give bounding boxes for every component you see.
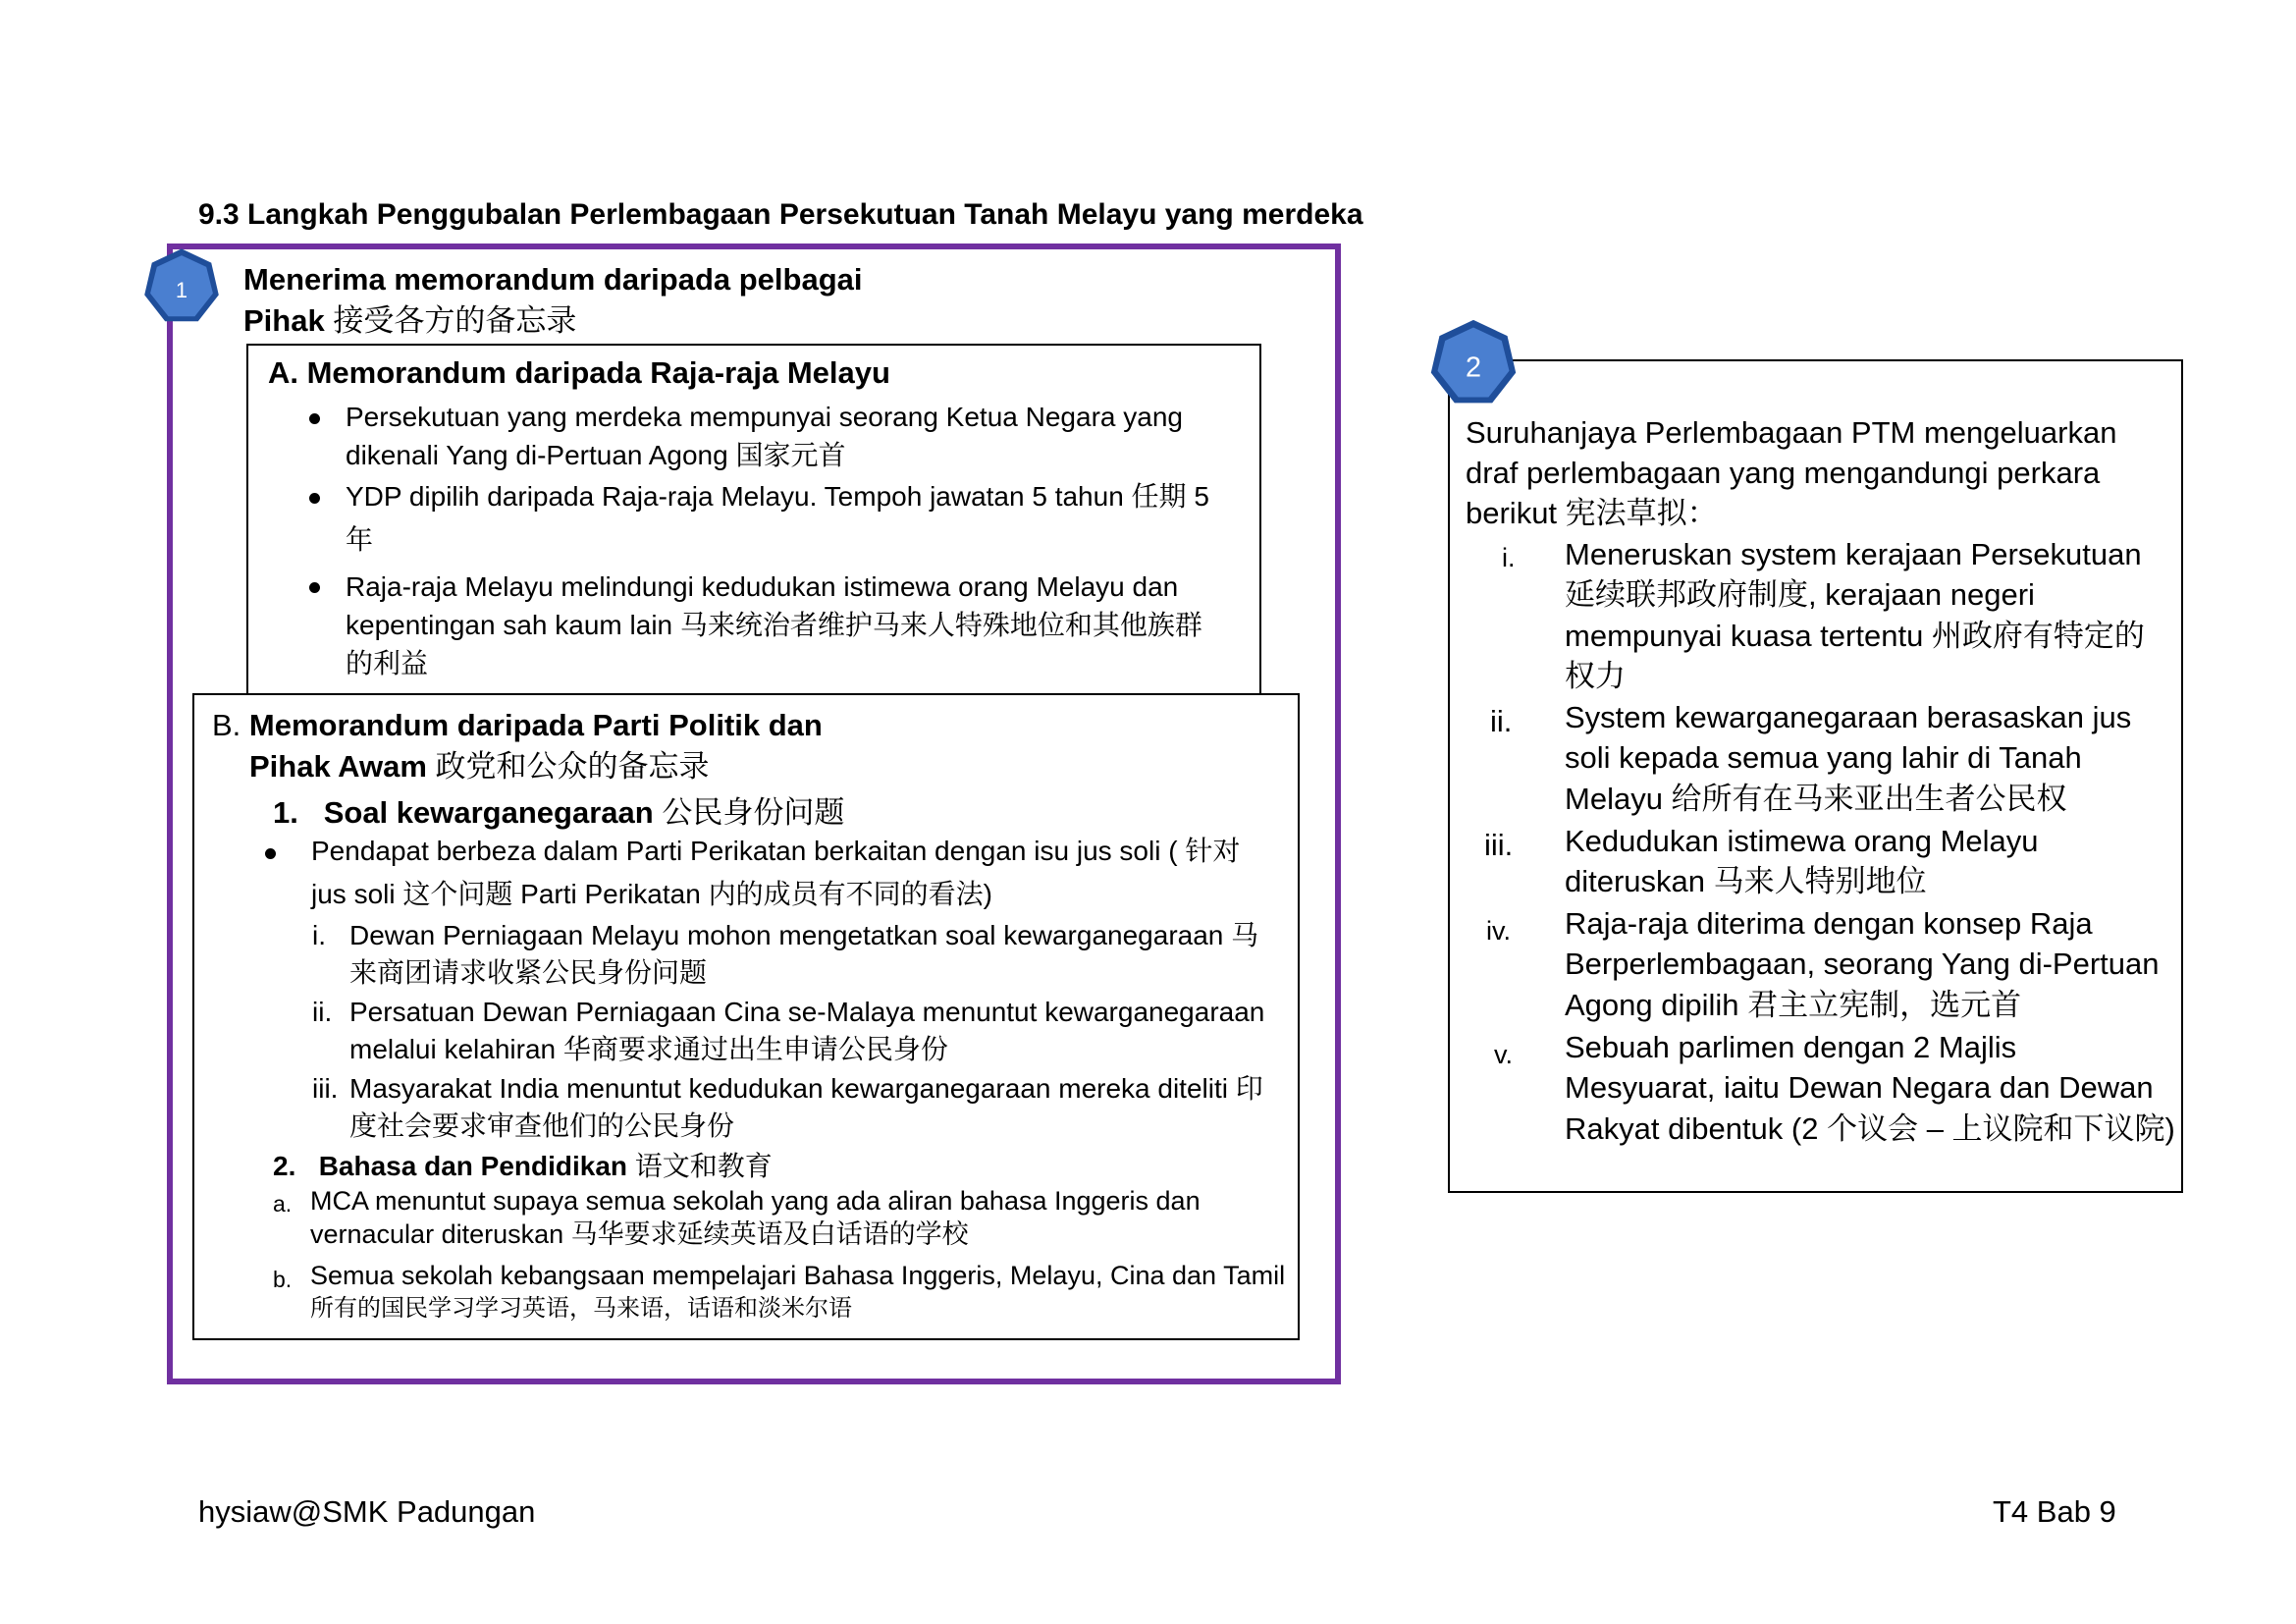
heptagon-badge-icon [1426,316,1521,410]
item1-bold: Soal kewarganegaraan [323,795,654,830]
roman-num: ii. [312,997,333,1027]
bullet-dot [265,848,276,859]
roman-3-line1: Masyarakat India menuntut kedudukan kewarganegaraan mereka diteliti 印 [349,1073,1263,1104]
step1-heading-line1: Menerima memorandum daripada pelbagai [243,262,863,297]
section-b-prefix: B. [212,708,249,742]
bullet-3-line2: kepentingan sah kaum lain 马来统治者维护马来人特殊地位和其他族群 [346,610,1202,640]
bullet-1-line2: dikenali Yang di-Pertuan Agong 国家元首 [346,440,846,470]
step2-item-3-line: diteruskan 马来人特别地位 [1565,864,1927,898]
item1-cn: 公民身份问题 [653,795,845,830]
bullet-dot [309,413,320,424]
letter-num: b. [273,1267,293,1292]
bullet-dot [309,582,320,593]
step2-intro-line: draf perlembagaan yang mengandungi perkara [1466,456,2101,490]
step2-intro-line: berikut 宪法草拟： [1466,496,1718,530]
roman-num: iii. [312,1073,339,1104]
step2-item-5-line: Mesyuarat, iaitu Dewan Negara dan Dewan [1565,1070,2154,1105]
step2-badge [1426,316,1521,410]
heptagon-badge-icon [140,245,223,328]
bullet-3-line3: 的利益 [346,648,429,678]
step2-item-5-line: Rakyat dibentuk (2 个议会 – 上议院和下议院) [1565,1111,2175,1146]
step2-item-num: iv. [1486,916,1511,946]
step2-item-3-line: Kedudukan istimewa orang Melayu [1565,824,2039,858]
step2-intro [1466,412,2116,533]
item2-number: 2. [273,1151,296,1181]
roman-2-line1: Persatuan Dewan Perniagaan Cina se-Malaya menuntut kewarganegaraan [349,997,1265,1027]
step1-heading-cn: 接受各方的备忘录 [333,303,577,338]
step2-item-num: ii. [1490,704,1513,738]
step2-item-4-line: Agong dipilih 君主立宪制，选元首 [1565,988,2022,1022]
bullet-dot [309,493,320,504]
bullet-2-line1: YDP dipilih daripada Raja-raja Melayu. Tempoh jawatan 5 tahun 任期 5 [346,481,1209,512]
step2-item-1-line: mempunyai kuasa tertentu 州政府有特定的 [1565,619,2145,653]
step2-item-2-line: soli kepada semua yang lahir di Tanah [1565,740,2082,775]
letter-a-line1: MCA menuntut supaya semua sekolah yang ada aliran bahasa Inggeris dan [310,1186,1201,1216]
badge-number: 1 [175,277,188,302]
step1-heading-bold: Pihak [243,303,325,338]
step2-item-4-line: Raja-raja diterima dengan konsep Raja [1565,906,2093,941]
letter-b-line2: 所有的国民学习学习英语，马来语，话语和淡米尔语 [310,1295,852,1322]
step1-heading [243,259,863,342]
section-b-heading-cn: 政党和公众的备忘录 [426,749,710,784]
step2-item-5-line: Sebuah parlimen dengan 2 Majlis [1565,1030,2017,1064]
step1-badge [140,245,223,328]
footer-right: T4 Bab 9 [1993,1494,2116,1529]
section-title: 9.3 Langkah Penggubalan Perlembagaan Persekutuan Tanah Melayu yang merdeka [198,198,1363,231]
step2-item-num: i. [1502,543,1516,572]
roman-num: i. [312,920,326,950]
step2-item-1-line: 延续联邦政府制度, kerajaan negeri [1565,577,2035,612]
roman-3-line2: 度社会要求审查他们的公民身份 [349,1110,735,1141]
bullet-1-line1: Persekutuan yang merdeka mempunyai seorang Ketua Negara yang [346,402,1183,432]
letter-num: a. [273,1191,293,1217]
step2-item-1-line: 权力 [1565,659,1626,693]
step2-item-num: v. [1494,1040,1513,1069]
item2-cn: 语文和教育 [627,1151,773,1181]
item2-bold: Bahasa dan Pendidikan [318,1151,628,1181]
step2-intro-line: Suruhanjaya Perlembagaan PTM mengeluarkan [1466,415,2117,450]
section-a-heading: A. Memorandum daripada Raja-raja Melayu [268,355,890,390]
item2-heading [273,1145,773,1184]
roman-2-line2: melalui kelahiran 华商要求通过出生申请公民身份 [349,1034,948,1064]
step2-item-2-line: Melayu 给所有在马来亚出生者公民权 [1565,782,2067,816]
step2-item-num: iii. [1484,828,1514,862]
section-b-heading-bold: Pihak Awam [249,749,427,784]
bullet-3-line1: Raja-raja Melayu melindungi kedudukan istimewa orang Melayu dan [346,571,1179,602]
section-b-heading [212,705,823,787]
footer-left: hysiaw@SMK Padungan [198,1494,536,1529]
bullet-2-line2: 年 [346,524,374,555]
letter-b-line1: Semua sekolah kebangsaan mempelajari Bahasa Inggeris, Melayu, Cina dan Tamil [310,1261,1286,1290]
item1-bullet-line1: Pendapat berbeza dalam Parti Perikatan berkaitan dengan isu jus soli ( 针对 [311,836,1241,866]
badge-number: 2 [1465,352,1482,384]
roman-1-line1: Dewan Perniagaan Melayu mohon mengetatkan soal kewarganegaraan 马 [349,920,1259,950]
step2-item-4-line: Berperlembagaan, seorang Yang di-Pertuan [1565,947,2160,981]
item1-number: 1. [273,795,298,830]
section-b-heading-line1: Memorandum daripada Parti Politik dan [248,708,823,742]
step2-item-2-line: System kewarganegaraan berasaskan jus [1565,700,2132,734]
letter-a-line2: vernacular diteruskan 马华要求延续英语及白话语的学校 [310,1219,969,1249]
item1-bullet-line2: jus soli 这个问题 Parti Perikatan 内的成员有不同的看法) [311,879,992,909]
step2-item-1-line: Meneruskan system kerajaan Persekutuan [1565,537,2142,571]
item1-heading [273,787,844,832]
roman-1-line2: 来商团请求收紧公民身份问题 [349,957,708,988]
